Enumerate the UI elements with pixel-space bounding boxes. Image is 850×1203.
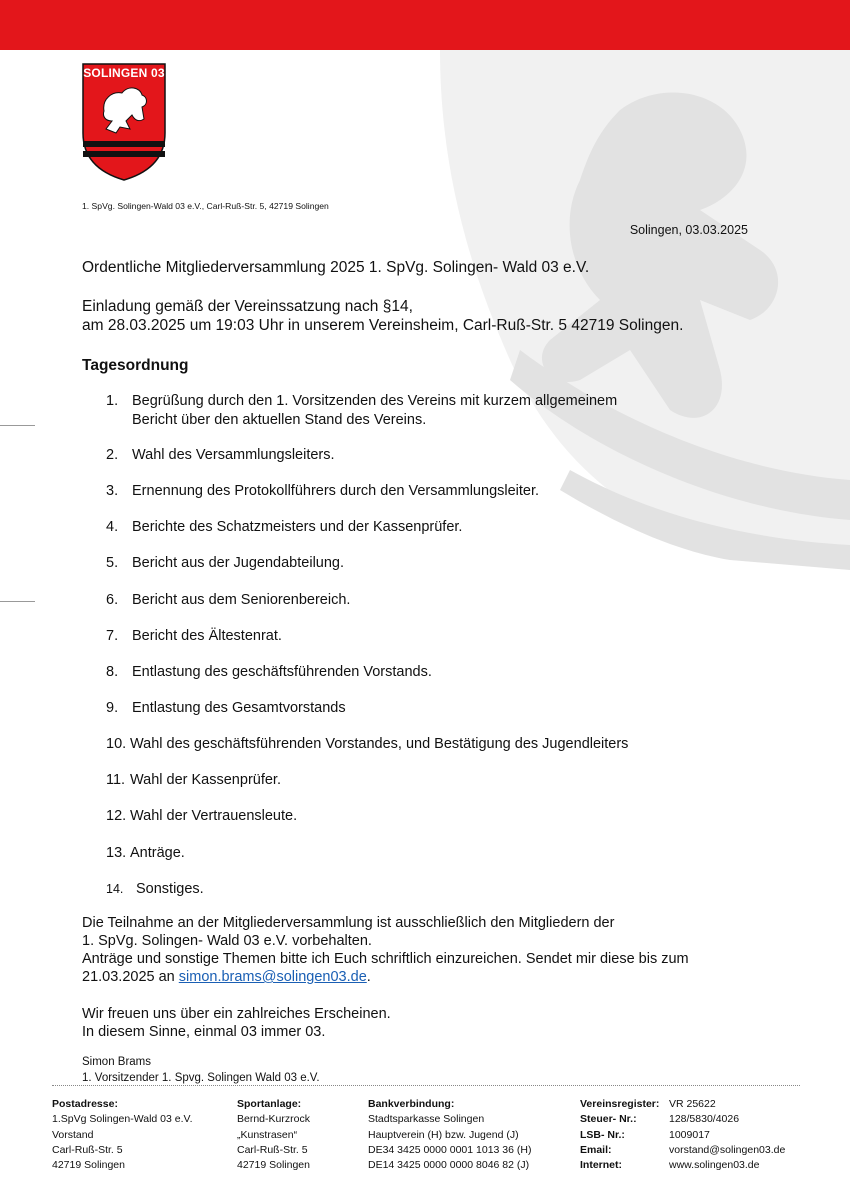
footer-heading: Bankverbindung:: [368, 1098, 455, 1110]
footer-line: 1.SpVg Solingen-Wald 03 e.V.: [52, 1113, 193, 1126]
regards-line: In diesem Sinne, einmal 03 immer 03.: [82, 1024, 326, 1040]
agenda-item-text: Ernennung des Protokollführers durch den Versammlungsleiter.: [132, 483, 540, 499]
agenda-item: [106, 735, 628, 754]
agenda-item-text-continued: Bericht über den aktuellen Stand des Vereins.: [132, 412, 427, 428]
footer-registry-labels: [580, 1097, 659, 1173]
agenda-item-text: Sonstiges.: [136, 881, 204, 897]
subject-line: Ordentliche Mitgliederversammlung 2025 1. SpVg. Solingen- Wald 03 e.V.: [82, 259, 590, 276]
signature-role: 1. Vorsitzender 1. Spvg. Solingen Wald 03 e.V.: [82, 1072, 320, 1084]
footer-value: 128/5830/4026: [669, 1113, 740, 1126]
agenda-item: [106, 554, 344, 573]
agenda-item-text: Entlastung des geschäftsführenden Vorstands.: [132, 664, 432, 680]
crest-shield-icon: [82, 63, 166, 181]
agenda-item-number: 7.: [106, 628, 119, 644]
footer-email: vorstand@solingen03.de: [669, 1143, 786, 1156]
agenda-item-text: Begrüßung durch den 1. Vorsitzenden des Vereins mit kurzem allgemeinem: [132, 393, 618, 409]
agenda-item-text: Bericht des Ältestenrat.: [132, 628, 282, 644]
footer-divider: [52, 1085, 800, 1086]
footer-label: Vereinsregister:: [580, 1098, 660, 1110]
agenda-item-text: Wahl der Vertrauensleute.: [130, 808, 298, 824]
contact-email-link[interactable]: simon.brams@solingen03.de: [178, 969, 367, 985]
footer-heading: Sportanlage:: [237, 1098, 302, 1110]
agenda-item-text: Entlastung des Gesamtvorstands: [132, 700, 346, 716]
agenda-item-number: 8.: [106, 664, 119, 680]
crest-title: SOLINGEN 03: [83, 66, 165, 80]
top-red-bar: [0, 0, 850, 50]
agenda-item-number: 10.: [106, 736, 127, 752]
footer-line: „Kunstrasen“: [237, 1128, 298, 1141]
agenda-item-text: Anträge.: [130, 845, 185, 861]
closing-line: Anträge und sonstige Themen bitte ich Euch schriftlich einzureichen. Sendet mir diese bis zum: [82, 951, 689, 967]
agenda-item-text: Wahl des geschäftsführenden Vorstandes, und Bestätigung des Jugendleiters: [130, 736, 629, 752]
closing-line: 1. SpVg. Solingen- Wald 03 e.V. vorbehalten.: [82, 933, 372, 949]
agenda-item-number: 4.: [106, 519, 119, 535]
footer-line: Carl-Ruß-Str. 5: [237, 1143, 308, 1156]
closing-line: [82, 968, 689, 986]
sender-line: 1. SpVg. Solingen-Wald 03 e.V., Carl-Ruß-Str. 5, 42719 Solingen: [82, 201, 329, 211]
agenda-item-text: Wahl des Versammlungsleiters.: [132, 447, 335, 463]
punch-mark: [0, 601, 35, 602]
invitation-text: [82, 297, 683, 335]
agenda-item: [106, 880, 204, 899]
footer-line: Vorstand: [52, 1128, 94, 1141]
closing-period: .: [366, 969, 371, 985]
invitation-line: Einladung gemäß der Vereinssatzung nach §14,: [82, 298, 413, 315]
agenda-item: [106, 446, 335, 465]
agenda-item: [106, 844, 185, 863]
footer-line: 42719 Solingen: [52, 1159, 125, 1172]
agenda-item-number: 1.: [106, 393, 119, 409]
agenda-item: [106, 591, 350, 610]
closing-line: Die Teilnahme an der Mitgliederversammlung ist ausschließlich den Mitgliedern der: [82, 915, 615, 931]
closing-deadline-text: 21.03.2025 an: [82, 969, 179, 985]
footer-postal-address: [52, 1097, 192, 1173]
date-line: Solingen, 03.03.2025: [629, 223, 748, 237]
closing-paragraph: [82, 914, 689, 986]
signature-name: Simon Brams: [82, 1056, 152, 1068]
footer-line: Bernd-Kurzrock: [237, 1113, 310, 1126]
agenda-item: [106, 807, 297, 826]
agenda-item-number: 3.: [106, 483, 119, 499]
invitation-line: am 28.03.2025 um 19:03 Uhr in unserem Vereinsheim, Carl-Ruß-Str. 5 42719 Solingen.: [82, 317, 684, 334]
footer-value: 1009017: [669, 1128, 710, 1141]
footer-line: Stadtsparkasse Solingen: [368, 1113, 485, 1126]
footer-label: LSB- Nr.:: [580, 1128, 625, 1141]
agenda-item-text: Berichte des Schatzmeisters und der Kassenprüfer.: [132, 519, 463, 535]
fold-mark: [0, 425, 35, 426]
agenda-item: [106, 627, 282, 646]
agenda-item-number: 13.: [106, 845, 127, 861]
agenda-item-text: Wahl der Kassenprüfer.: [130, 772, 281, 788]
footer-line: DE34 3425 0000 0001 1013 36 (H): [368, 1143, 532, 1156]
footer-bank-details: [368, 1097, 531, 1173]
footer-label: Internet:: [580, 1159, 622, 1172]
footer-line: 42719 Solingen: [237, 1159, 310, 1172]
agenda-item: [106, 518, 462, 537]
agenda-item-number: 11.: [106, 772, 126, 788]
footer-label: Steuer- Nr.:: [580, 1113, 637, 1126]
agenda-item-number: 5.: [106, 555, 119, 571]
agenda-item-number: 14.: [106, 882, 124, 896]
footer-website: www.solingen03.de: [669, 1159, 760, 1172]
footer-heading: Postadresse:: [52, 1098, 118, 1110]
agenda-item-number: 6.: [106, 592, 119, 608]
agenda-item-number: 2.: [106, 447, 119, 463]
agenda-item: [106, 771, 281, 790]
footer-label: Email:: [580, 1143, 612, 1156]
footer-sports-ground: [237, 1097, 310, 1173]
agenda-item-text: Bericht aus der Jugendabteilung.: [132, 555, 345, 571]
agenda-item-text: Bericht aus dem Seniorenbereich.: [132, 592, 351, 608]
footer-line: Carl-Ruß-Str. 5: [52, 1143, 123, 1156]
agenda-item: [106, 482, 539, 501]
agenda-item: [106, 392, 617, 430]
footer-value: VR 25622: [669, 1098, 716, 1110]
regards-line: Wir freuen uns über ein zahlreiches Erscheinen.: [82, 1006, 391, 1022]
club-crest: [82, 63, 166, 181]
footer-line: Hauptverein (H) bzw. Jugend (J): [368, 1128, 519, 1141]
agenda-item: [106, 663, 432, 682]
agenda-item: [106, 699, 346, 718]
footer-registry-values: [669, 1097, 785, 1173]
footer-line: DE14 3425 0000 0000 8046 82 (J): [368, 1159, 530, 1172]
agenda-item-number: 9.: [106, 700, 119, 716]
agenda-heading: Tagesordnung: [82, 357, 189, 374]
signature-block: [82, 1054, 320, 1086]
agenda-item-number: 12.: [106, 808, 127, 824]
regards-paragraph: [82, 1005, 391, 1041]
